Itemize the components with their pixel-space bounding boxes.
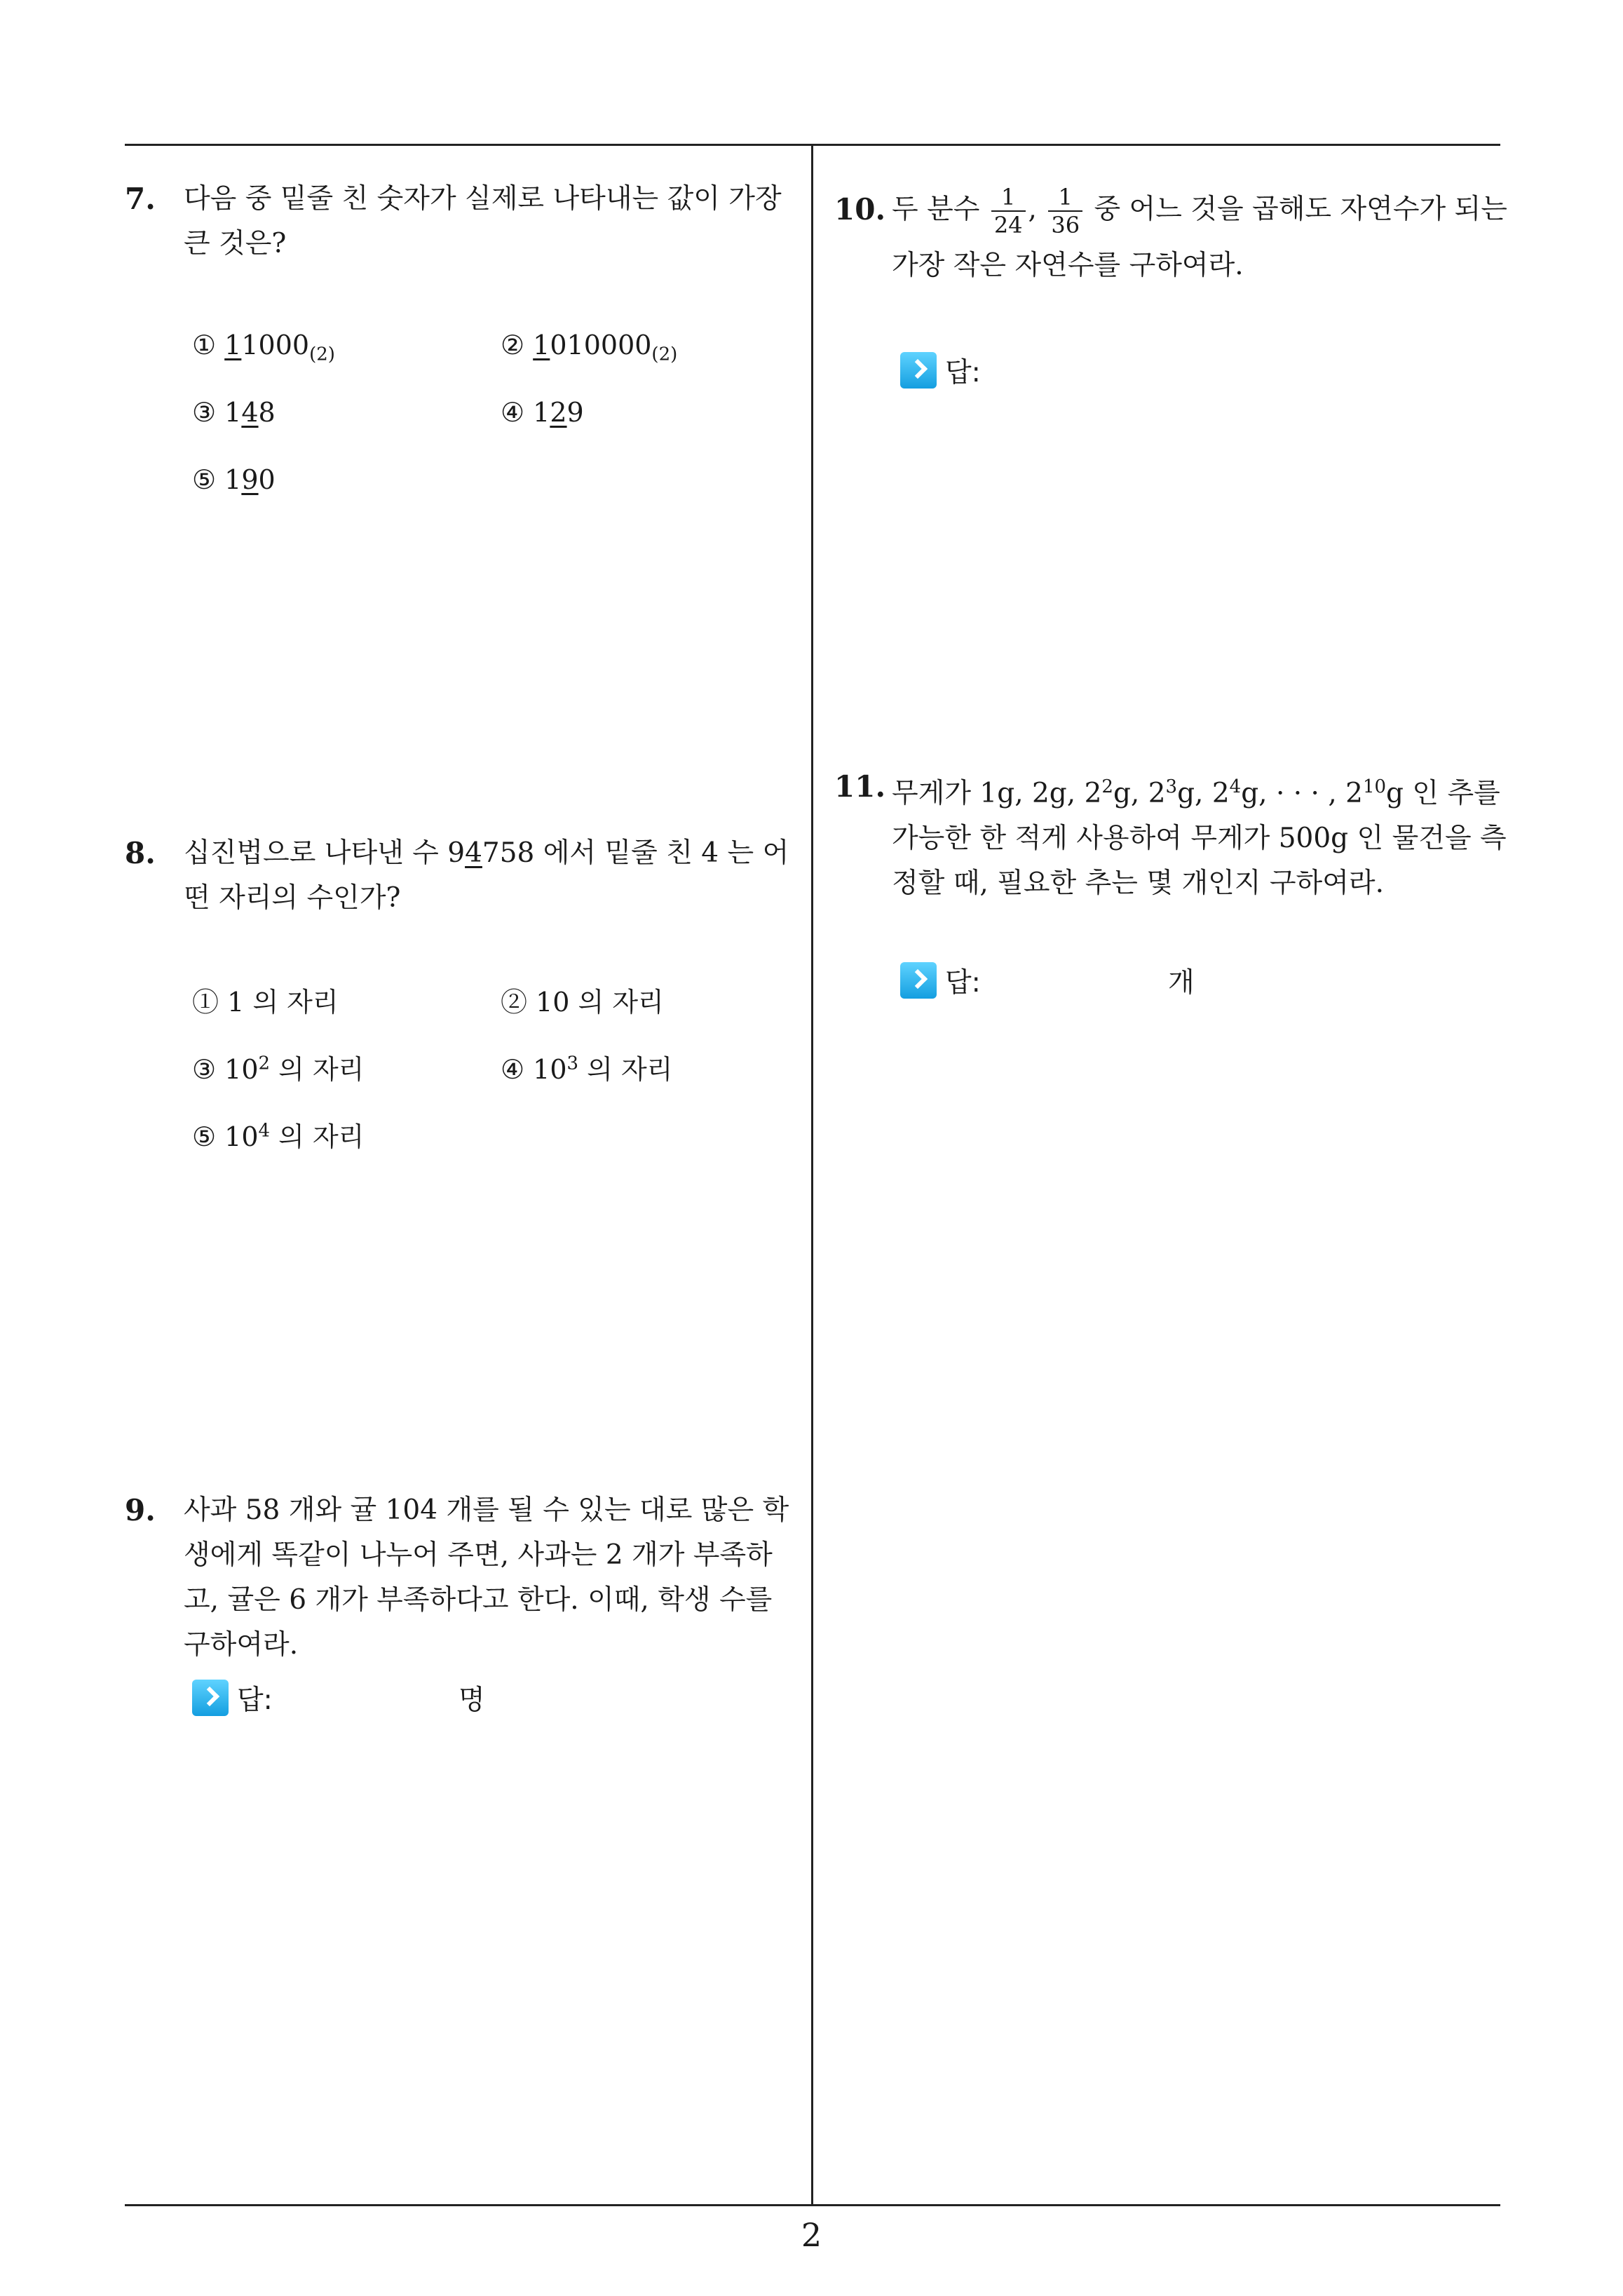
choice-3[interactable]: ③ $10^2$ 의 자리 xyxy=(192,1053,365,1085)
question-text: 십진법으로 나타낸 수 94758 에서 밑줄 친 4 는 어떤 자리의 수인가? xyxy=(184,837,789,914)
question-10 xyxy=(834,182,1507,293)
arrow-icon xyxy=(900,962,937,999)
choice-4[interactable]: ④ $10^3$ 의 자리 xyxy=(501,1053,673,1085)
question-11 xyxy=(834,764,1507,906)
choice-1[interactable]: ① 1 의 자리 xyxy=(192,987,339,1018)
choice-5[interactable]: ⑤ $10^4$ 의 자리 xyxy=(192,1120,365,1152)
choice-4[interactable]: ④ 129 xyxy=(501,397,584,428)
answer-unit: 개 xyxy=(1168,967,1195,999)
choice-2[interactable]: ② 10 의 자리 xyxy=(501,987,664,1018)
choice-5[interactable]: ⑤ 190 xyxy=(192,464,276,495)
fraction-1-36: $\frac{1}{36}$ xyxy=(1048,184,1082,238)
question-number: 8. xyxy=(125,836,156,870)
question-number: 10. xyxy=(834,192,886,227)
question-text: 사과 58 개와 귤 104 개를 될 수 있는 대로 많은 학생에게 똑같이 나누어 주면, 사과는 2 개가 부족하고, 귤은 6 개가 부족하다고 한다. 이때, 학생 수를 구하여라. xyxy=(184,1494,789,1661)
fraction-1-24: $\frac{1}{24}$ xyxy=(991,184,1026,238)
question-number: 7. xyxy=(125,182,156,216)
answer-unit: 명 xyxy=(459,1684,485,1716)
question-7 xyxy=(125,177,805,266)
column-divider xyxy=(811,144,813,2206)
question-number: 9. xyxy=(125,1493,156,1527)
question-8 xyxy=(125,831,805,921)
q9-answer[interactable] xyxy=(192,1678,613,1717)
answer-label: 답: xyxy=(945,357,981,389)
choice-1[interactable]: ① $11000_{(2)}$ xyxy=(192,330,335,365)
question-number: 11. xyxy=(834,769,886,804)
arrow-icon xyxy=(192,1680,229,1716)
question-text: 두 분수 $\frac{1}{24}$ , $\frac{1}{36}$ 중 어느 것을 곱해도 자연수가 되는 가장 작은 자연수를 구하여라. xyxy=(892,184,1507,281)
page-number: 2 xyxy=(801,2216,822,2254)
choice-3[interactable]: ③ 148 xyxy=(192,397,276,428)
question-text: 다음 중 밑줄 친 숫자가 실제로 나타내는 값이 가장 큰 것은? xyxy=(184,183,782,259)
question-9 xyxy=(125,1488,805,1668)
answer-label: 답: xyxy=(945,967,981,999)
answer-label: 답: xyxy=(237,1684,273,1716)
q11-answer[interactable] xyxy=(900,961,1321,1000)
choice-2[interactable]: ② $1010000_{(2)}$ xyxy=(501,330,678,365)
arrow-icon xyxy=(900,352,937,389)
q10-answer[interactable] xyxy=(900,351,1321,390)
bottom-rule xyxy=(125,2204,1500,2206)
question-text: 무게가 1g, 2g, $2^2g$, $2^3g$, $2^4g$, · · · , $2^{10}g$ 인 추를 가능한 한 적게 사용하여 무게가 500g 인 물건을 측정할 때, 필요한 추는 몇 개인지 구하여라. xyxy=(892,776,1507,899)
